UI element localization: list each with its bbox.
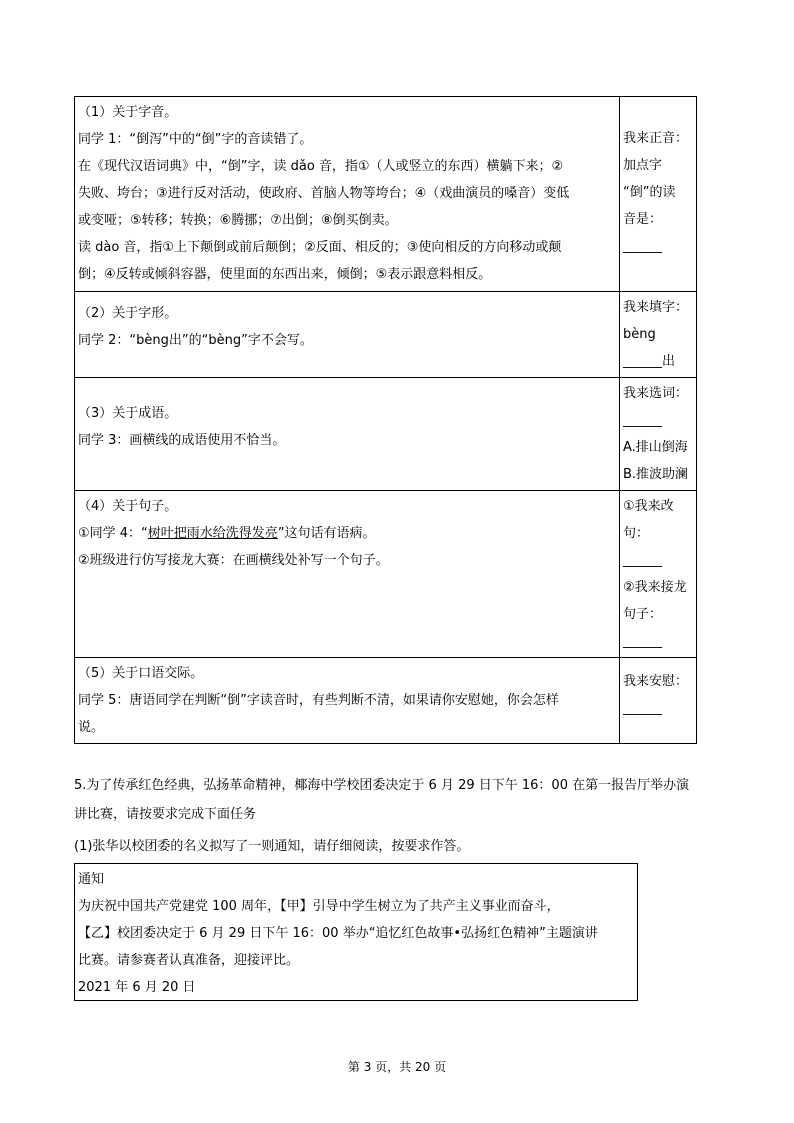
answer-label: ②我来接龙 <box>623 580 687 595</box>
row2-answer <box>620 292 697 378</box>
row3-line: （3）关于成语。 <box>78 406 178 421</box>
row1-line: 在《现代汉语词典》中，“倒”字，读 dǎo 音，指①（人或竖立的东西）横躺下来；② <box>78 159 564 174</box>
answer-blank[interactable]: ______ <box>623 701 662 716</box>
question5-line2: 讲比赛，请按要求完成下面任务 <box>74 807 257 822</box>
answer-label: 加点字 <box>623 158 663 173</box>
pinyin-label: bèng <box>623 327 656 342</box>
row5-content <box>75 658 620 744</box>
row5-line: （5）关于口语交际。 <box>78 666 204 681</box>
underlined-sentence: 树叶把雨水给洗得发亮 <box>147 526 278 541</box>
row4-line1: ①同学 4：“树叶把雨水给洗得发亮”这句话有语病。 <box>78 526 376 541</box>
answer-label: 我来填字： <box>623 300 689 315</box>
row2-line: 同学 2：“bèng出”的“bèng”字不会写。 <box>78 333 313 348</box>
answer-label: 我来选词： <box>623 386 689 401</box>
row1-line: 倒；④反转或倾斜容器，使里面的东西出来，倾倒；⑤表示跟意料相反。 <box>78 267 492 282</box>
notice-line: 为庆祝中国共产党建党 100 周年，【甲】引导中学生树立为了共产主义事业而奋斗， <box>78 899 560 914</box>
notice-date: 2021 年 6 月 20 日 <box>78 980 196 995</box>
row3-answer <box>620 378 697 491</box>
row1-line: 失败、垮台；③进行反对活动，使政府、首脑人物等垮台；④（戏曲演员的嗓音）变低 <box>78 186 570 201</box>
question-table <box>74 96 697 744</box>
row1-line: 同学 1：“倒泻”中的“倒”字的音读错了。 <box>78 132 313 147</box>
answer-label: 句子： <box>623 607 663 622</box>
row5-line: 说。 <box>78 720 105 735</box>
question5-line3: (1)张华以校团委的名义拟写了一则通知，请仔细阅读，按要求作答。 <box>74 839 470 854</box>
row1-line: （1）关于字音。 <box>78 105 178 120</box>
answer-blank[interactable]: ______ <box>623 413 662 428</box>
page-footer: 第 3 页，共 20 页 <box>347 1060 447 1074</box>
answer-blank[interactable]: ______出 <box>623 354 676 369</box>
row4-line2: ②班级进行仿写接龙大赛：在画横线处补写一个句子。 <box>78 553 389 568</box>
row2-line: （2）关于字形。 <box>78 306 178 321</box>
answer-label: 音是： <box>623 212 663 227</box>
answer-blank[interactable]: ______ <box>623 553 662 568</box>
question5-line1: 5.为了传承红色经典，弘扬革命精神，椰海中学校团委决定于 6 月 29 日下午 16：00 在第一报告厅举办演 <box>74 778 690 793</box>
option-b: B.推波助澜 <box>623 467 689 482</box>
answer-label: “倒”的读 <box>623 185 676 200</box>
row3-content <box>75 378 620 491</box>
answer-label: 我来正音： <box>623 131 689 146</box>
row4-title: （4）关于句子。 <box>78 499 178 514</box>
row2-content <box>75 292 620 378</box>
row5-line: 同学 5：唐语同学在判断“倒”字读音时，有些判断不清，如果请你安慰她，你会怎样 <box>78 693 559 708</box>
row4-answer <box>620 491 697 658</box>
row1-line: 读 dào 音，指①上下颠倒或前后颠倒；②反面、相反的；③使向相反的方向移动或颠 <box>78 240 562 255</box>
row1-content <box>75 97 620 292</box>
row1-answer <box>620 97 697 292</box>
notice-line: 【乙】校团委决定于 6 月 29 日下午 16：00 举办“追忆红色故事•弘扬红色精神”主题演讲 <box>78 926 598 941</box>
answer-label: ①我来改 <box>623 499 674 514</box>
notice-line: 比赛。请参赛者认真准备，迎接评比。 <box>78 953 300 968</box>
answer-blank[interactable]: ______ <box>623 634 662 649</box>
notice-box <box>74 863 638 1001</box>
option-a: A.排山倒海 <box>623 440 688 455</box>
answer-label: 句： <box>623 526 650 541</box>
row5-answer <box>620 658 697 744</box>
row3-line: 同学 3：画横线的成语使用不恰当。 <box>78 433 286 448</box>
answer-blank[interactable]: ______ <box>623 239 662 254</box>
answer-label: 我来安慰： <box>623 674 689 689</box>
notice-title: 通知 <box>78 872 105 887</box>
row4-content <box>75 491 620 658</box>
row1-line: 或变哑；⑤转移；转换；⑥腾挪；⑦出倒；⑧倒买倒卖。 <box>78 213 398 228</box>
